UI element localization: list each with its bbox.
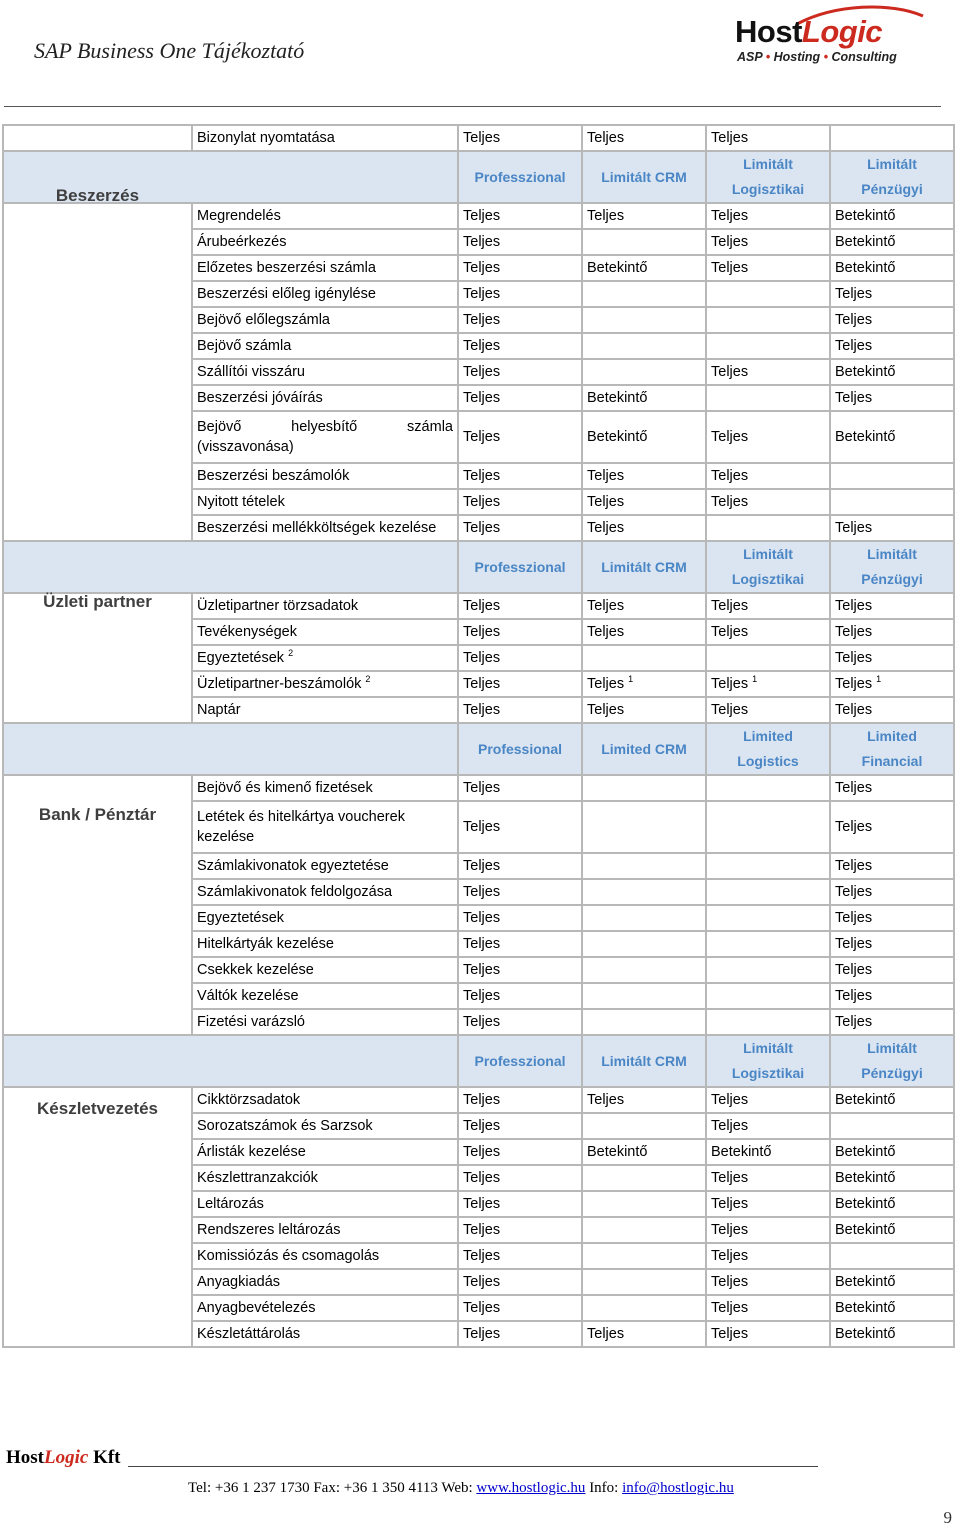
header-blank-cell bbox=[3, 541, 458, 593]
value-cell: Teljes bbox=[458, 645, 582, 671]
value-cell: Betekintő bbox=[582, 255, 706, 281]
value-cell: Betekintő bbox=[830, 229, 954, 255]
category-cell-empty bbox=[3, 125, 192, 151]
edition-header-row bbox=[3, 723, 954, 775]
table-row bbox=[3, 593, 954, 619]
feature-cell: Fizetési varázsló bbox=[192, 1009, 458, 1035]
value-cell: Teljes bbox=[458, 801, 582, 853]
value-cell: Teljes bbox=[458, 1321, 582, 1347]
value-cell: Teljes bbox=[706, 1243, 830, 1269]
value-cell: Betekintő bbox=[830, 203, 954, 229]
value-cell: Teljes bbox=[706, 1295, 830, 1321]
feature-cell: Árubeérkezés bbox=[192, 229, 458, 255]
value-cell: Teljes bbox=[582, 697, 706, 723]
value-cell bbox=[706, 983, 830, 1009]
logo-wordmark bbox=[735, 14, 882, 50]
value-cell: Betekintő bbox=[830, 1321, 954, 1347]
value-cell: Teljes bbox=[582, 489, 706, 515]
value-cell bbox=[582, 801, 706, 853]
value-cell: Teljes bbox=[458, 203, 582, 229]
value-cell bbox=[830, 489, 954, 515]
edition-header-row bbox=[3, 541, 954, 593]
table-row bbox=[3, 203, 954, 229]
value-cell bbox=[582, 879, 706, 905]
table-row bbox=[3, 125, 954, 151]
feature-cell: Beszerzési előleg igénylése bbox=[192, 281, 458, 307]
edition-header-cell: Limitált Pénzügyi bbox=[830, 151, 954, 203]
value-cell bbox=[706, 775, 830, 801]
value-cell: Teljes bbox=[458, 1165, 582, 1191]
value-cell bbox=[706, 307, 830, 333]
value-cell: Teljes bbox=[582, 593, 706, 619]
feature-cell: Beszerzési jóváírás bbox=[192, 385, 458, 411]
edition-header-cell: Limitált Pénzügyi bbox=[830, 541, 954, 593]
value-cell: Teljes bbox=[706, 411, 830, 463]
edition-header-cell: Limitált CRM bbox=[582, 151, 706, 203]
edition-header-cell: Limitált Pénzügyi bbox=[830, 1035, 954, 1087]
value-cell bbox=[582, 281, 706, 307]
edition-header-cell: Limitált Logisztikai bbox=[706, 1035, 830, 1087]
feature-cell: Szállítói visszáru bbox=[192, 359, 458, 385]
feature-cell: Csekkek kezelése bbox=[192, 957, 458, 983]
value-cell: Teljes bbox=[706, 489, 830, 515]
value-cell: Betekintő bbox=[830, 411, 954, 463]
value-cell: Teljes bbox=[706, 125, 830, 151]
value-cell: Teljes bbox=[458, 957, 582, 983]
value-cell: Teljes $^1$ bbox=[582, 671, 706, 697]
value-cell bbox=[582, 1269, 706, 1295]
value-cell: Betekintő bbox=[830, 1217, 954, 1243]
value-cell: Teljes bbox=[458, 697, 582, 723]
feature-cell: Beszerzési beszámolók bbox=[192, 463, 458, 489]
value-cell: Teljes bbox=[830, 983, 954, 1009]
feature-cell: Üzletipartner törzsadatok bbox=[192, 593, 458, 619]
value-cell bbox=[706, 905, 830, 931]
value-cell bbox=[706, 333, 830, 359]
value-cell: Teljes bbox=[706, 1165, 830, 1191]
value-cell: Teljes bbox=[458, 1269, 582, 1295]
value-cell bbox=[706, 931, 830, 957]
value-cell: Teljes bbox=[458, 1217, 582, 1243]
value-cell: Teljes bbox=[458, 853, 582, 879]
document-title: SAP Business One Tájékoztató bbox=[34, 38, 305, 63]
value-cell: Teljes bbox=[458, 1191, 582, 1217]
logo-tagline: ASP • Hosting • Consulting bbox=[737, 50, 897, 64]
value-cell bbox=[830, 1243, 954, 1269]
edition-header-cell: Professional bbox=[458, 723, 582, 775]
edition-header-cell: Limited Financial bbox=[830, 723, 954, 775]
feature-cell: Naptár bbox=[192, 697, 458, 723]
value-cell bbox=[830, 463, 954, 489]
value-cell bbox=[706, 957, 830, 983]
value-cell: Betekintő bbox=[830, 1191, 954, 1217]
feature-cell: Árlisták kezelése bbox=[192, 1139, 458, 1165]
value-cell: Teljes bbox=[458, 229, 582, 255]
value-cell bbox=[582, 1009, 706, 1035]
value-cell: Teljes bbox=[830, 593, 954, 619]
value-cell: Teljes bbox=[830, 775, 954, 801]
category-label: Üzleti partner bbox=[3, 593, 192, 723]
value-cell: Teljes bbox=[458, 931, 582, 957]
value-cell: Teljes $^1$ bbox=[830, 671, 954, 697]
value-cell: Teljes bbox=[458, 983, 582, 1009]
value-cell: Teljes bbox=[458, 463, 582, 489]
value-cell bbox=[706, 1009, 830, 1035]
feature-cell: Sorozatszámok és Sarzsok bbox=[192, 1113, 458, 1139]
header-blank-cell bbox=[3, 1035, 458, 1087]
value-cell: Teljes bbox=[458, 411, 582, 463]
value-cell: Teljes bbox=[458, 255, 582, 281]
value-cell: Teljes bbox=[458, 359, 582, 385]
feature-cell: Bejövő és kimenő fizetések bbox=[192, 775, 458, 801]
feature-cell: Készlettranzakciók bbox=[192, 1165, 458, 1191]
value-cell: Teljes bbox=[706, 463, 830, 489]
value-cell bbox=[706, 645, 830, 671]
header-blank-cell bbox=[3, 723, 458, 775]
value-cell bbox=[582, 931, 706, 957]
feature-cell: Cikktörzsadatok bbox=[192, 1087, 458, 1113]
feature-cell: Bizonylat nyomtatása bbox=[192, 125, 458, 151]
value-cell bbox=[582, 1217, 706, 1243]
value-cell: Teljes bbox=[706, 1217, 830, 1243]
edition-header-cell: Limitált Logisztikai bbox=[706, 151, 830, 203]
value-cell: Teljes bbox=[830, 853, 954, 879]
value-cell bbox=[830, 125, 954, 151]
feature-cell: Rendszeres leltározás bbox=[192, 1217, 458, 1243]
feature-cell: Készletáttárolás bbox=[192, 1321, 458, 1347]
value-cell bbox=[706, 879, 830, 905]
value-cell: Teljes bbox=[458, 1113, 582, 1139]
website-link[interactable]: www.hostlogic.hu bbox=[476, 1480, 586, 1496]
edition-header-cell: Professzional bbox=[458, 541, 582, 593]
value-cell bbox=[582, 1191, 706, 1217]
edition-header-cell: Limitált CRM bbox=[582, 541, 706, 593]
feature-cell: Előzetes beszerzési számla bbox=[192, 255, 458, 281]
footer-company-name: HostLogic Kft bbox=[6, 1447, 121, 1468]
edition-header-cell: Professzional bbox=[458, 1035, 582, 1087]
value-cell bbox=[582, 1113, 706, 1139]
feature-cell: Egyeztetések $^2$ bbox=[192, 645, 458, 671]
value-cell: Teljes bbox=[706, 255, 830, 281]
feature-cell: Bejövő előlegszámla bbox=[192, 307, 458, 333]
feature-cell: Tevékenységek bbox=[192, 619, 458, 645]
footer-contact-line: Tel: +36 1 237 1730 Fax: +36 1 350 4113 Web: www.hostlogic.hu Info: info@hostlogic.hu bbox=[188, 1480, 734, 1496]
feature-cell: Bejövő számla bbox=[192, 333, 458, 359]
logo-logic-text: Logic bbox=[801, 14, 883, 49]
hostlogic-logo bbox=[735, 4, 935, 74]
value-cell: Betekintő bbox=[830, 1295, 954, 1321]
value-cell: Teljes bbox=[706, 593, 830, 619]
value-cell: Teljes bbox=[830, 515, 954, 541]
value-cell: Betekintő bbox=[830, 359, 954, 385]
value-cell: Betekintő bbox=[830, 1269, 954, 1295]
value-cell bbox=[582, 957, 706, 983]
value-cell: Betekintő bbox=[830, 255, 954, 281]
value-cell: Betekintő bbox=[582, 385, 706, 411]
value-cell bbox=[582, 359, 706, 385]
edition-header-row bbox=[3, 1035, 954, 1087]
value-cell: Teljes bbox=[458, 1295, 582, 1321]
feature-cell: Megrendelés bbox=[192, 203, 458, 229]
value-cell bbox=[582, 307, 706, 333]
value-cell bbox=[706, 385, 830, 411]
value-cell: Teljes bbox=[458, 1087, 582, 1113]
value-cell: Teljes bbox=[458, 775, 582, 801]
value-cell bbox=[582, 853, 706, 879]
value-cell: Teljes bbox=[458, 905, 582, 931]
value-cell: Teljes bbox=[830, 307, 954, 333]
feature-cell: Nyitott tételek bbox=[192, 489, 458, 515]
value-cell: Teljes bbox=[582, 515, 706, 541]
value-cell: Teljes bbox=[458, 281, 582, 307]
edition-header-row bbox=[3, 151, 954, 203]
category-label: Készletvezetés bbox=[3, 1087, 192, 1347]
feature-cell: Leltározás bbox=[192, 1191, 458, 1217]
value-cell: Teljes bbox=[830, 619, 954, 645]
email-link[interactable]: info@hostlogic.hu bbox=[622, 1480, 734, 1496]
value-cell: Teljes bbox=[458, 1243, 582, 1269]
value-cell bbox=[582, 1295, 706, 1321]
feature-cell: Hitelkártyák kezelése bbox=[192, 931, 458, 957]
value-cell: Teljes bbox=[830, 957, 954, 983]
feature-cell: Anyagkiadás bbox=[192, 1269, 458, 1295]
value-cell: Betekintő bbox=[582, 411, 706, 463]
edition-header-cell: Limited CRM bbox=[582, 723, 706, 775]
value-cell bbox=[706, 281, 830, 307]
feature-cell: Beszerzési mellékköltségek kezelése bbox=[192, 515, 458, 541]
value-cell: Teljes bbox=[830, 385, 954, 411]
value-cell: Teljes bbox=[830, 905, 954, 931]
value-cell: Teljes bbox=[582, 1087, 706, 1113]
value-cell: Teljes bbox=[830, 801, 954, 853]
feature-cell: Számlakivonatok feldolgozása bbox=[192, 879, 458, 905]
value-cell: Teljes bbox=[582, 619, 706, 645]
footer-divider bbox=[128, 1466, 818, 1467]
value-cell: Teljes bbox=[582, 1321, 706, 1347]
value-cell: Teljes bbox=[458, 593, 582, 619]
value-cell: Teljes bbox=[706, 697, 830, 723]
feature-cell-two-line: Letétek és hitelkártya voucherek kezelése bbox=[192, 801, 458, 853]
value-cell: Betekintő bbox=[830, 1165, 954, 1191]
value-cell: Teljes bbox=[458, 333, 582, 359]
value-cell: Teljes bbox=[830, 879, 954, 905]
value-cell: Teljes bbox=[582, 125, 706, 151]
value-cell: Teljes bbox=[706, 203, 830, 229]
value-cell: Betekintő bbox=[830, 1087, 954, 1113]
value-cell bbox=[582, 1165, 706, 1191]
value-cell: Teljes bbox=[458, 307, 582, 333]
value-cell bbox=[706, 515, 830, 541]
value-cell: Teljes bbox=[458, 1139, 582, 1165]
value-cell: Teljes bbox=[706, 1113, 830, 1139]
value-cell: Teljes bbox=[582, 463, 706, 489]
value-cell bbox=[706, 801, 830, 853]
feature-cell: Számlakivonatok egyeztetése bbox=[192, 853, 458, 879]
value-cell: Teljes bbox=[830, 281, 954, 307]
value-cell: Teljes bbox=[458, 385, 582, 411]
value-cell bbox=[582, 775, 706, 801]
value-cell bbox=[582, 983, 706, 1009]
value-cell: Teljes bbox=[830, 931, 954, 957]
edition-header-cell: Limitált Logisztikai bbox=[706, 541, 830, 593]
feature-cell: Egyeztetések bbox=[192, 905, 458, 931]
value-cell: Betekintő bbox=[706, 1139, 830, 1165]
value-cell bbox=[706, 853, 830, 879]
value-cell: Teljes bbox=[830, 333, 954, 359]
value-cell: Teljes bbox=[458, 125, 582, 151]
value-cell: Teljes bbox=[458, 671, 582, 697]
value-cell: Teljes bbox=[706, 619, 830, 645]
value-cell bbox=[582, 1243, 706, 1269]
category-label: Beszerzés bbox=[3, 203, 192, 541]
feature-cell: Komissiózás és csomagolás bbox=[192, 1243, 458, 1269]
page-number: 9 bbox=[943, 1508, 952, 1527]
value-cell: Betekintő bbox=[582, 1139, 706, 1165]
value-cell: Teljes bbox=[706, 359, 830, 385]
value-cell bbox=[582, 229, 706, 255]
header-divider bbox=[4, 106, 941, 107]
feature-cell: Üzletipartner-beszámolók $^2$ bbox=[192, 671, 458, 697]
feature-matrix-table bbox=[2, 124, 955, 1348]
table-row bbox=[3, 775, 954, 801]
feature-cell: Anyagbevételezés bbox=[192, 1295, 458, 1321]
value-cell bbox=[582, 645, 706, 671]
value-cell: Teljes bbox=[706, 1191, 830, 1217]
value-cell: Teljes bbox=[706, 229, 830, 255]
value-cell: Teljes $^1$ bbox=[706, 671, 830, 697]
value-cell bbox=[830, 1113, 954, 1139]
table-row bbox=[3, 1087, 954, 1113]
value-cell: Betekintő bbox=[830, 1139, 954, 1165]
value-cell: Teljes bbox=[830, 645, 954, 671]
logo-host-text: Host bbox=[735, 14, 802, 49]
value-cell: Teljes bbox=[706, 1087, 830, 1113]
category-label: Bank / Pénztár bbox=[3, 775, 192, 1035]
value-cell: Teljes bbox=[582, 203, 706, 229]
value-cell: Teljes bbox=[458, 489, 582, 515]
value-cell: Teljes bbox=[830, 697, 954, 723]
value-cell: Teljes bbox=[830, 1009, 954, 1035]
edition-header-cell: Limitált CRM bbox=[582, 1035, 706, 1087]
value-cell: Teljes bbox=[458, 619, 582, 645]
value-cell: Teljes bbox=[706, 1269, 830, 1295]
value-cell: Teljes bbox=[458, 1009, 582, 1035]
edition-header-cell: Professzional bbox=[458, 151, 582, 203]
edition-header-cell: Limited Logistics bbox=[706, 723, 830, 775]
value-cell: Teljes bbox=[706, 1321, 830, 1347]
feature-cell: Váltók kezelése bbox=[192, 983, 458, 1009]
value-cell: Teljes bbox=[458, 879, 582, 905]
feature-cell-two-line: Bejövő helyesbítő számla (visszavonása) bbox=[192, 411, 458, 463]
value-cell: Teljes bbox=[458, 515, 582, 541]
value-cell bbox=[582, 333, 706, 359]
value-cell bbox=[582, 905, 706, 931]
